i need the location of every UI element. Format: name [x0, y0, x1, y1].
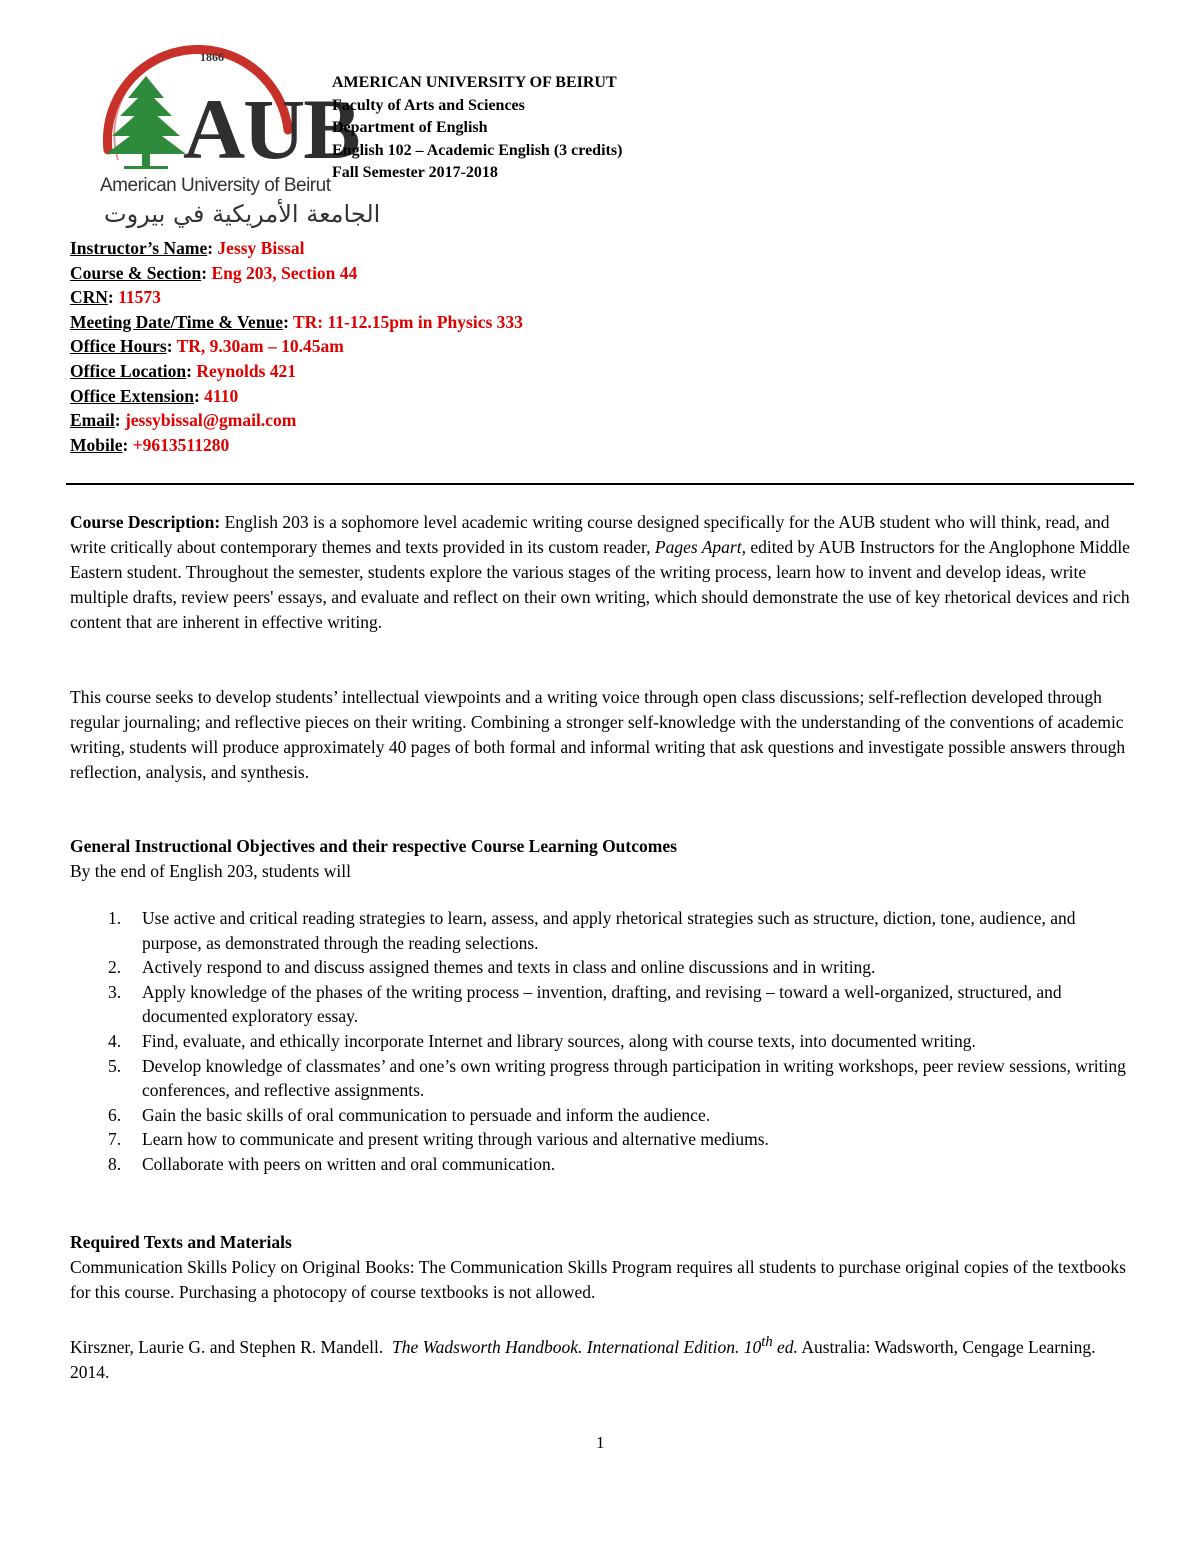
faculty-name: Faculty of Arts and Sciences [332, 96, 525, 114]
logo-year: 1866 [200, 50, 224, 64]
info-row-mobile: Mobile: +9613511280 [70, 434, 230, 455]
info-row-instructor: Instructor’s Name: Jessy Bissal [70, 238, 305, 258]
list-item: 5. Develop knowledge of classmates’ and one’s own writing progress through participation in writing workshops, peer review sessions, writing conferences, and reflective assignments. [108, 1055, 1126, 1101]
objectives-list [70, 906, 1134, 1177]
materials-heading: Required Texts and Materials [70, 1232, 292, 1252]
info-row-office-location: Office Location: Reynolds 421 [70, 360, 297, 381]
horizontal-divider [66, 483, 1134, 485]
list-item: 1. Use active and critical reading strategies to learn, assess, and apply rhetorical strategies such as structure, diction, tone, audience, and purpose, as demonstrated through the reading selections. [108, 908, 1076, 953]
list-item: 2. Actively respond to and discuss assigned themes and texts in class and online discussions and in writing. [108, 957, 876, 978]
info-row-crn: CRN: 11573 [70, 287, 161, 308]
info-row-meeting: Meeting Date/Time & Venue: TR: 11-12.15pm in Physics 333 [70, 311, 523, 332]
info-row-office-extension: Office Extension: 4110 [70, 385, 239, 406]
objectives-intro: By the end of English 203, students will [70, 861, 351, 881]
semester: Fall Semester 2017-2018 [332, 164, 498, 181]
course-description: Course Description: English 203 is a sophomore level academic writing course designed specifically for the AUB student who will think, read, and write critically about contemporary themes and texts provided in its custom reader, Pages Apart, edited by AUB Instructors for the Anglophone Middle Eastern student. Throughout the semester, students explore the various stages of the writing process, learn how to invent and develop ideas, write multiple drafts, review peers' essays, and evaluate and reflect on their own writing, which should demonstrate the use of key rhetorical devices and rich content that are inherent in effective writing. [70, 512, 1130, 632]
description-label: Course Description: [70, 512, 221, 532]
textbook-title: The Wadsworth Handbook. International Edition. 10th ed. [392, 1334, 798, 1357]
instructor-info [70, 236, 523, 457]
list-item: 4. Find, evaluate, and ethically incorporate Internet and library sources, along with course texts, into documented writing. [108, 1030, 976, 1051]
materials-policy: Communication Skills Policy on Original Books: The Communication Skills Program requires all students to purchase original copies of the textbooks for this course. Purchasing a photocopy of course textbooks is not allowed. [70, 1257, 1126, 1302]
aub-logo [88, 40, 381, 228]
objectives-header [70, 834, 1134, 884]
objectives-heading: General Instructional Objectives and their respective Course Learning Outcomes [70, 836, 677, 856]
reader-title: Pages Apart, [654, 537, 746, 557]
university-header [332, 72, 622, 185]
department-name: Department of English [332, 119, 488, 136]
logo-letters: AUB [183, 81, 359, 177]
textbook-reference: Kirszner, Laurie G. and Stephen R. Mandell. The Wadsworth Handbook. International Edition. 10th ed. Australia: Wadsworth, Cengage Learning. 2014. [70, 1334, 1096, 1382]
list-item: 6. Gain the basic skills of oral communication to persuade and inform the audience. [108, 1104, 711, 1125]
required-materials [70, 1230, 1134, 1305]
course-name: English 102 – Academic English (3 credits) [332, 141, 623, 159]
university-name: AMERICAN UNIVERSITY OF BEIRUT [332, 74, 617, 91]
info-row-course-section: Course & Section: Eng 203, Section 44 [70, 262, 358, 283]
info-row-email: Email: jessybissal@gmail.com [70, 410, 297, 431]
list-item: 7. Learn how to communicate and present writing through various and alternative mediums. [108, 1129, 769, 1150]
list-item: 8. Collaborate with peers on written and oral communication. [108, 1153, 556, 1174]
course-aims-paragraph: This course seeks to develop students’ intellectual viewpoints and a writing voice through open class discussions; self-reflection developed through regular journaling; and reflective pieces on their writing. Combining a stronger self-knowledge with the understanding of the conventions of academic writing, students will produce approximately 40 pages of both formal and informal writing that ask questions and investigate possible answers through reflection, analysis, and synthesis. [70, 687, 1126, 782]
logo-english-name: American University of Beirut [100, 175, 331, 196]
info-row-office-hours: Office Hours: TR, 9.30am – 10.45am [70, 336, 344, 357]
list-item: 3. Apply knowledge of the phases of the writing process – invention, drafting, and revising – toward a well-organized, structured, and documented exploratory essay. [108, 981, 1062, 1027]
logo-arabic-name: الجامعة الأمريكية في بيروت [104, 200, 381, 228]
page-number: 1 [596, 1433, 605, 1452]
email-link[interactable]: jessybissal@gmail.com [124, 410, 297, 431]
